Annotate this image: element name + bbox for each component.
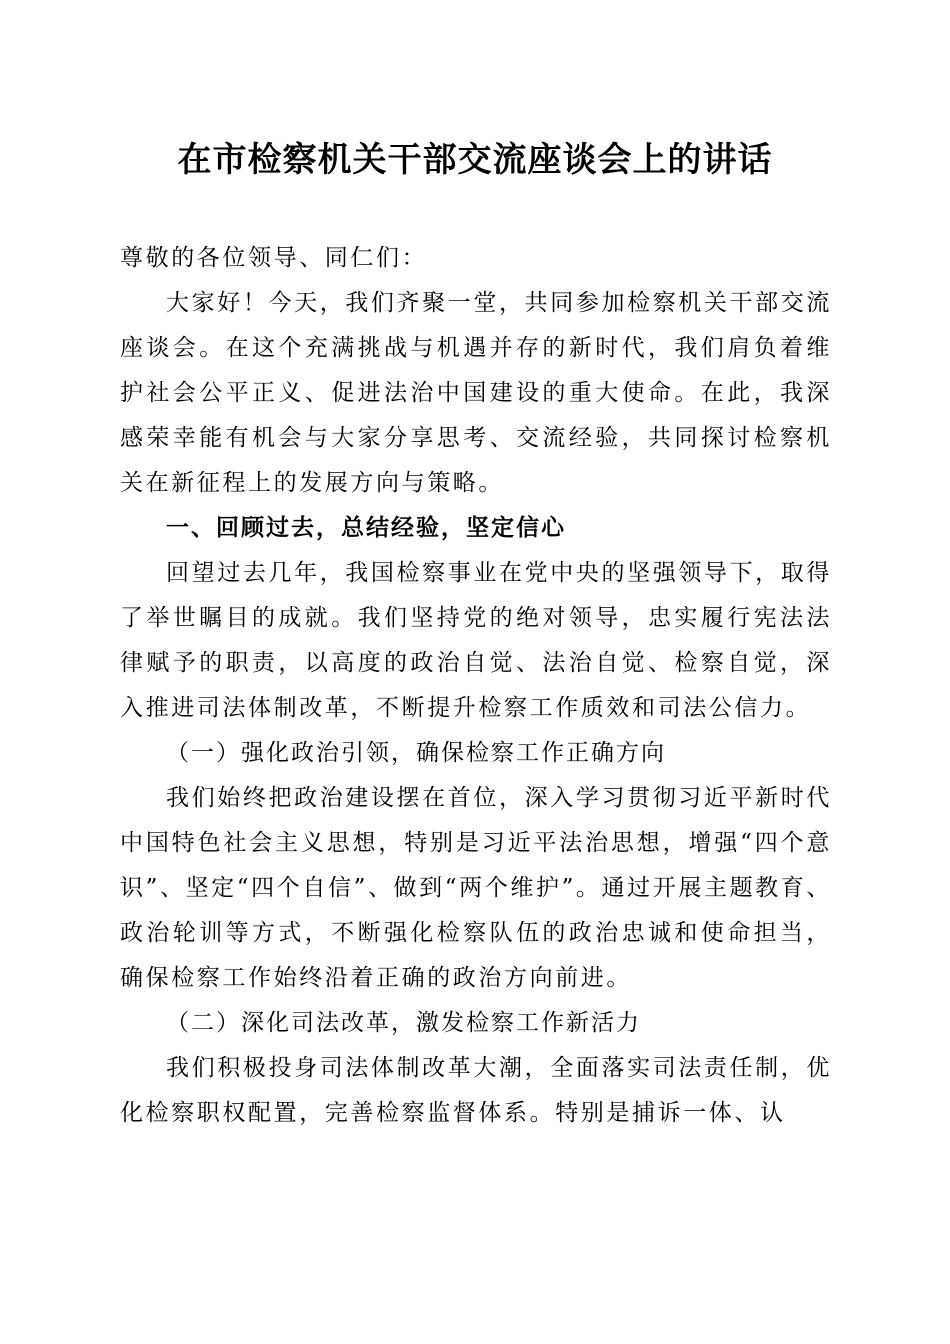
document-body — [120, 236, 832, 1136]
paragraph-political: 我们始终把政治建设摆在首位，深入学习贯彻习近平新时代中国特色社会主义思想，特别是习近平法治思想，增强“四个意识”、坚定“四个自信”、做到“两个维护”。通过开展主题教育、政治轮训等方式，不断强化检察队伍的政治忠诚和使命担当，确保检察工作始终沿着正确的政治方向前进。 — [120, 785, 832, 991]
paragraph-reform: 我们积极投身司法体制改革大潮，全面落实司法责任制，优化检察职权配置，完善检察监督体系。特别是捕诉一体、认 — [120, 1055, 832, 1126]
subsection-heading: （二）深化司法改革，激发检察工作新活力 — [166, 1010, 641, 1036]
section-heading: 一、回顾过去，总结经验，坚定信心 — [166, 515, 566, 541]
salutation: 尊敬的各位领导、同仁们： — [120, 245, 428, 271]
paragraph-review: 回望过去几年，我国检察事业在党中央的坚强领导下，取得了举世瞩目的成就。我们坚持党的绝对领导，忠实履行宪法法律赋予的职责，以高度的政治自觉、法治自觉、检察自觉，深入推进司法体制改革，不断提升检察工作质效和司法公信力。 — [120, 560, 832, 721]
paragraph-opening: 大家好！今天，我们齐聚一堂，共同参加检察机关干部交流座谈会。在这个充满挑战与机遇并存的新时代，我们肩负着维护社会公平正义、促进法治中国建设的重大使命。在此，我深感荣幸能有机会与大家分享思考、交流经验，共同探讨检察机关在新征程上的发展方向与策略。 — [120, 290, 832, 496]
subsection-heading: （一）强化政治引领，确保检察工作正确方向 — [166, 740, 666, 766]
document-title: 在市检察机关干部交流座谈会上的讲话 — [177, 140, 773, 180]
